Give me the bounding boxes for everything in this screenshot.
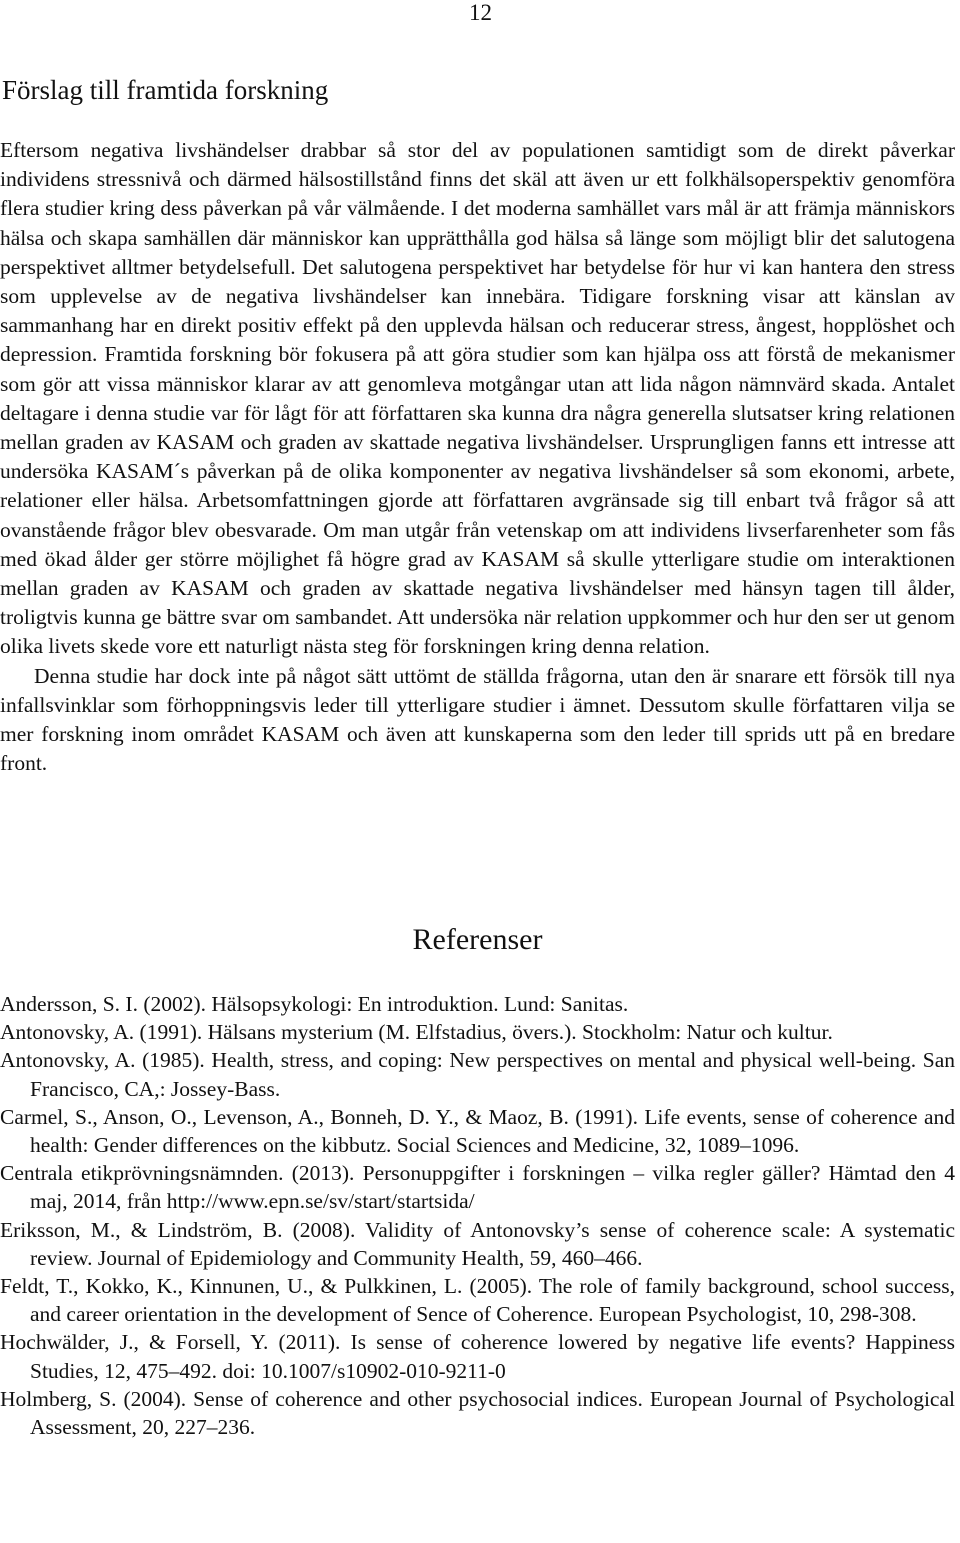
reference-item: Eriksson, M., & Lindström, B. (2008). Validity of Antonovsky’s sense of coherence scale: A systematic review. Journal of Epidemiology and Community Health, 59, 460–466. bbox=[0, 1217, 955, 1270]
reference-item: Andersson, S. I. (2002). Hälsopsykologi: En introduktion. Lund: Sanitas. bbox=[0, 992, 629, 1016]
reference-item: Hochwälder, J., & Forsell, Y. (2011). Is sense of coherence lowered by negative life events? Happiness Studies, 12, 475–492. doi: 10.1007/s10902-010-9211-0 bbox=[0, 1330, 955, 1383]
reference-item: Centrala etikprövningsnämnden. (2013). Personuppgifter i forskningen – vilka regler gäller? Hämtad den 4 maj, 2014, från http://www.epn.se/sv/start/startsida/ bbox=[0, 1161, 955, 1214]
reference-list bbox=[0, 990, 955, 1441]
body-text bbox=[0, 136, 955, 778]
paragraph: Denna studie har dock inte på något sätt uttömt de ställda frågorna, utan den är snarare ett försök till nya infallsvinklar som förhoppningsvis leder till ytterligare studier i ämnet. Dessutom skulle författaren vilja se mer forskning inom området KASAM och även att kunskaperna som den leder till sprids utt på en bredare front. bbox=[0, 663, 955, 776]
reference-item: Antonovsky, A. (1985). Health, stress, and coping: New perspectives on mental and physical well-being. San Francisco, CA,: Jossey-Bass. bbox=[0, 1048, 955, 1101]
reference-item: Feldt, T., Kokko, K., Kinnunen, U., & Pulkkinen, L. (2005). The role of family background, school success, and career orientation in the development of Sence of Coherence. European Psychologist, 10, 298-308. bbox=[0, 1274, 955, 1327]
section-heading: Förslag till framtida forskning bbox=[2, 75, 329, 105]
reference-item: Holmberg, S. (2004). Sense of coherence and other psychosocial indices. European Journal of Psychological Assessment, 20, 227–236. bbox=[0, 1386, 955, 1440]
page-number: 12 bbox=[469, 0, 492, 25]
reference-item: Carmel, S., Anson, O., Levenson, A., Bonneh, D. Y., & Maoz, B. (1991). Life events, sense of coherence and health: Gender differences on the kibbutz. Social Sciences and Medicine, 32, 1089–1096. bbox=[0, 1104, 955, 1158]
paragraph: Eftersom negativa livshändelser drabbar så stor del av populationen samtidigt som de direkt påverkar individens stressnivå och därmed hälsostillstånd finns det skäl att även ur ett folkhälsoperspektiv genomföra flera studier kring dess påverkan på vår välmående. I det moderna samhället vars mål är att främja människors hälsa och skapa samhällen där människor kan upprätthålla god hälsa så länge som möjligt blir det salutogena perspektivet alltmer betydelsefull. Det salutogena perspektivet har betydelse för hur vi kan hantera den stress som upplevelse av de negativa livshändelser kan innebära. Tidigare forskning visar att känslan av sammanhang har en direkt positiv effekt på den upplevda hälsan och reducerar stress, ångest, hopplöshet och depression. Framtida forskning bör fokusera på att göra studier som kan hjälpa oss att förstå de mekanismer som gör att vissa människor klarar av att genomleva motgångar utan att lida någon nämnvärd skada. Antalet deltagare i denna studie var för lågt för att författaren ska kunna dra några generella slutsatser kring relationen mellan graden av KASAM och graden av skattade negativa livshändelser. Ursprungligen fanns ett intresse att undersöka KASAM´s påverkan på de olika komponenter av negativa livshändelser så som ekonomi, arbete, relationer eller hälsa. Arbetsomfattningen gjorde att författaren avgränsade sig till enbart två frågor så att ovanstående frågor blev obesvarade. Om man utgår från vetenskap om att individens livserfarenheter som fås med ökad ålder ger större möjlighet få högre grad av KASAM så skulle ytterligare studie om interaktionen mellan graden av KASAM och graden av skattade negativa livshändelser med hänsyn tagen till ålder, troligtvis kunna ge bättre svar om sambandet. Att undersöka när relation uppkommer och hur den ser ut genom olika livets skede vore ett naturligt nästa steg för forskningen kring denna relation. bbox=[0, 138, 955, 659]
reference-item: Antonovsky, A. (1991). Hälsans mysterium (M. Elfstadius, övers.). Stockholm: Natur och kultur. bbox=[0, 1020, 833, 1045]
references-heading: Referenser bbox=[412, 923, 543, 956]
